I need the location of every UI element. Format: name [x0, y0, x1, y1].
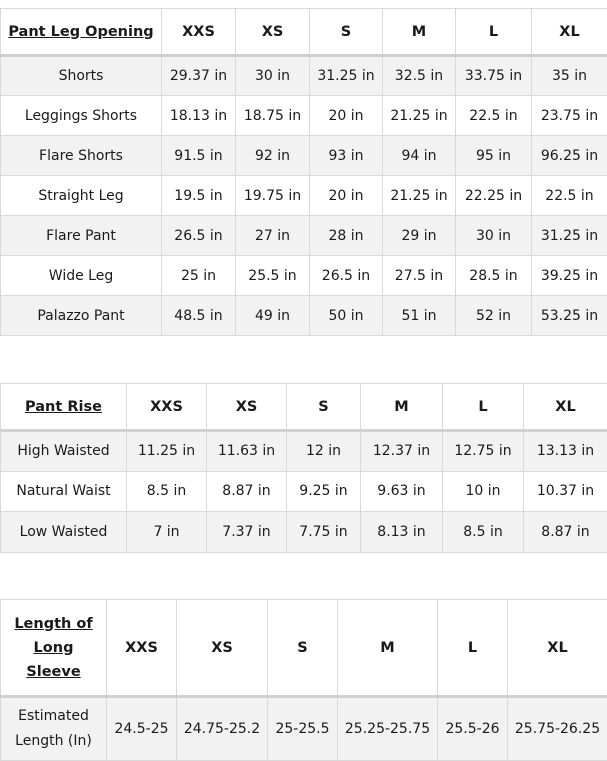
row-label: Wide Leg	[1, 256, 162, 296]
table-cell: 50 in	[310, 296, 383, 336]
table-cell: 12.37 in	[361, 431, 443, 472]
table-cell: 91.5 in	[162, 136, 236, 176]
size-header: XS	[207, 384, 287, 431]
table-row	[1, 512, 607, 553]
table-cell: 25 in	[162, 256, 236, 296]
table-cell: 20 in	[310, 176, 383, 216]
table-cell: 19.75 in	[236, 176, 310, 216]
table-cell: 29 in	[383, 216, 456, 256]
table-cell: 25-25.5	[268, 697, 338, 761]
table-cell: 8.87 in	[524, 512, 607, 553]
row-label: Low Waisted	[1, 512, 127, 553]
table-row	[1, 296, 607, 336]
table-cell: 53.25 in	[532, 296, 607, 336]
size-header: XL	[524, 384, 607, 431]
table-cell: 7.75 in	[287, 512, 361, 553]
table-cell: 19.5 in	[162, 176, 236, 216]
table-cell: 94 in	[383, 136, 456, 176]
table-cell: 33.75 in	[456, 56, 532, 96]
row-label: Palazzo Pant	[1, 296, 162, 336]
size-header: M	[383, 9, 456, 56]
table-title	[1, 600, 107, 697]
table-cell: 7.37 in	[207, 512, 287, 553]
table-cell: 28 in	[310, 216, 383, 256]
table-cell: 25.75-26.25	[508, 697, 607, 761]
table-cell: 31.25 in	[532, 216, 607, 256]
row-label: Natural Waist	[1, 471, 127, 512]
table-cell: 11.25 in	[127, 431, 207, 472]
row-label: Shorts	[1, 56, 162, 96]
table-cell: 8.13 in	[361, 512, 443, 553]
table-cell: 31.25 in	[310, 56, 383, 96]
table-cell: 30 in	[456, 216, 532, 256]
pant-rise-table	[0, 383, 607, 553]
table-cell: 35 in	[532, 56, 607, 96]
table-cell: 26.5 in	[310, 256, 383, 296]
row-label: Straight Leg	[1, 176, 162, 216]
table-cell: 10 in	[443, 471, 524, 512]
table-cell: 93 in	[310, 136, 383, 176]
table-cell: 24.5-25	[107, 697, 177, 761]
size-header: L	[438, 600, 508, 697]
table-cell: 27.5 in	[383, 256, 456, 296]
size-header: L	[443, 384, 524, 431]
table-cell: 8.87 in	[207, 471, 287, 512]
size-header: XXS	[162, 9, 236, 56]
table-cell: 11.63 in	[207, 431, 287, 472]
row-label: Flare Pant	[1, 216, 162, 256]
row-label: Flare Shorts	[1, 136, 162, 176]
table-cell: 95 in	[456, 136, 532, 176]
table-header-row	[1, 600, 607, 697]
table-row	[1, 431, 607, 472]
table-cell: 7 in	[127, 512, 207, 553]
table-cell: 39.25 in	[532, 256, 607, 296]
table-cell: 22.25 in	[456, 176, 532, 216]
size-header: XL	[508, 600, 607, 697]
table-cell: 24.75-25.2	[177, 697, 268, 761]
table-cell: 29.37 in	[162, 56, 236, 96]
size-header: M	[361, 384, 443, 431]
size-header: S	[268, 600, 338, 697]
table-cell: 18.13 in	[162, 96, 236, 136]
size-header: S	[287, 384, 361, 431]
table-cell: 26.5 in	[162, 216, 236, 256]
table-row	[1, 471, 607, 512]
table-cell: 9.63 in	[361, 471, 443, 512]
table-cell: 28.5 in	[456, 256, 532, 296]
table-cell: 30 in	[236, 56, 310, 96]
long-sleeve-length-table	[0, 599, 607, 761]
table-row	[1, 256, 607, 296]
table-cell: 20 in	[310, 96, 383, 136]
table-cell: 96.25 in	[532, 136, 607, 176]
size-header: XS	[236, 9, 310, 56]
size-header: XXS	[107, 600, 177, 697]
table-cell: 25.25-25.75	[338, 697, 438, 761]
row-label	[1, 697, 107, 761]
row-label-line: Estimated	[18, 708, 89, 724]
pant-leg-opening-table	[0, 8, 607, 336]
table-cell: 8.5 in	[127, 471, 207, 512]
table-cell: 21.25 in	[383, 176, 456, 216]
size-header: M	[338, 600, 438, 697]
table-cell: 48.5 in	[162, 296, 236, 336]
table-cell: 27 in	[236, 216, 310, 256]
table-row	[1, 176, 607, 216]
table-row	[1, 56, 607, 96]
table-row	[1, 96, 607, 136]
table-row	[1, 697, 607, 761]
table-cell: 12 in	[287, 431, 361, 472]
table-cell: 22.5 in	[532, 176, 607, 216]
table-title: Pant Leg Opening	[1, 9, 162, 56]
table-cell: 23.75 in	[532, 96, 607, 136]
table-title-line: Length of	[14, 616, 92, 632]
table-title-line: Sleeve	[26, 664, 80, 680]
row-label: High Waisted	[1, 431, 127, 472]
table-cell: 25.5-26	[438, 697, 508, 761]
size-header: XL	[532, 9, 607, 56]
table-cell: 10.37 in	[524, 471, 607, 512]
table-title-line: Long	[34, 640, 74, 656]
row-label-line: Length (In)	[15, 733, 92, 749]
table-cell: 32.5 in	[383, 56, 456, 96]
table-cell: 8.5 in	[443, 512, 524, 553]
table-cell: 18.75 in	[236, 96, 310, 136]
table-cell: 51 in	[383, 296, 456, 336]
table-header-row	[1, 384, 607, 431]
table-row	[1, 216, 607, 256]
table-header-row	[1, 9, 607, 56]
row-label: Leggings Shorts	[1, 96, 162, 136]
size-header: L	[456, 9, 532, 56]
table-cell: 22.5 in	[456, 96, 532, 136]
table-cell: 12.75 in	[443, 431, 524, 472]
table-cell: 21.25 in	[383, 96, 456, 136]
table-cell: 49 in	[236, 296, 310, 336]
size-header: XXS	[127, 384, 207, 431]
table-cell: 9.25 in	[287, 471, 361, 512]
table-row	[1, 136, 607, 176]
table-cell: 92 in	[236, 136, 310, 176]
table-cell: 25.5 in	[236, 256, 310, 296]
table-cell: 13.13 in	[524, 431, 607, 472]
size-header: S	[310, 9, 383, 56]
table-cell: 52 in	[456, 296, 532, 336]
table-title: Pant Rise	[1, 384, 127, 431]
size-header: XS	[177, 600, 268, 697]
